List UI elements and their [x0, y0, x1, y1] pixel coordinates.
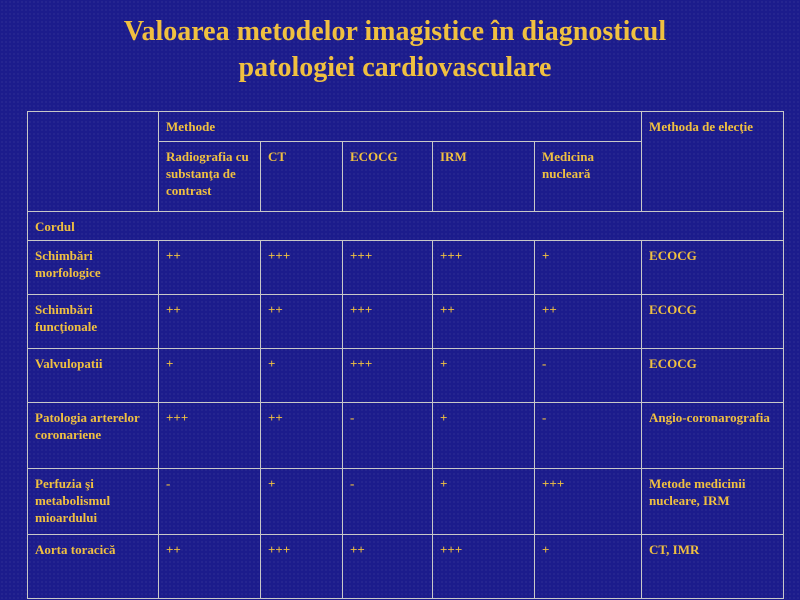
- rating-cell: +: [433, 349, 535, 403]
- rating-cell: -: [535, 403, 642, 469]
- row-label: Schimbări morfologice: [28, 241, 159, 295]
- row-label: Patologia arterelor coronariene: [28, 403, 159, 469]
- election-method-header: Methoda de elecţie: [642, 112, 784, 212]
- rating-cell: -: [343, 403, 433, 469]
- rating-cell: ++: [261, 295, 343, 349]
- election-cell: Angio-coronarografia: [642, 403, 784, 469]
- title-line-2: patologiei cardiovasculare: [238, 52, 552, 83]
- rating-cell: +++: [343, 349, 433, 403]
- rating-cell: ++: [159, 295, 261, 349]
- rating-cell: +++: [343, 241, 433, 295]
- section-label: Cordul: [28, 212, 784, 241]
- rating-cell: +++: [535, 469, 642, 535]
- title-line-1: Valoarea metodelor imagistice în diagnosticul: [123, 16, 667, 47]
- row-label: Schimbări funcţionale: [28, 295, 159, 349]
- table-row: [28, 469, 784, 535]
- table-row: [28, 349, 784, 403]
- table-row: [28, 241, 784, 295]
- rating-cell: +: [261, 469, 343, 535]
- row-label: Perfuzia şi metabolismul mioardului: [28, 469, 159, 535]
- rating-cell: ++: [159, 241, 261, 295]
- election-cell: ECOCG: [642, 349, 784, 403]
- rating-cell: +++: [343, 295, 433, 349]
- method-header-ct: CT: [261, 142, 343, 212]
- corner-cell: [28, 112, 159, 212]
- header-row-group: [28, 112, 784, 142]
- method-header-irm: IRM: [433, 142, 535, 212]
- table-row: [28, 403, 784, 469]
- election-cell: Metode medicinii nucleare, IRM: [642, 469, 784, 535]
- rating-cell: ++: [261, 403, 343, 469]
- method-header-nuclear: Medicina nucleară: [535, 142, 642, 212]
- rating-cell: -: [159, 469, 261, 535]
- method-header-radiography: Radiografia cu substanţa de contrast: [159, 142, 261, 212]
- rating-cell: ++: [535, 295, 642, 349]
- rating-cell: +: [159, 349, 261, 403]
- rating-cell: +: [535, 535, 642, 599]
- rating-cell: +: [433, 469, 535, 535]
- methods-group-header: Methode: [159, 112, 642, 142]
- rating-cell: +++: [433, 241, 535, 295]
- rating-cell: +++: [159, 403, 261, 469]
- rating-cell: ++: [433, 295, 535, 349]
- rating-cell: -: [343, 469, 433, 535]
- rating-cell: +++: [261, 241, 343, 295]
- rating-cell: +: [535, 241, 642, 295]
- imaging-methods-table: [27, 111, 784, 599]
- rating-cell: +++: [433, 535, 535, 599]
- election-cell: ECOCG: [642, 241, 784, 295]
- table-row: [28, 535, 784, 599]
- slide-title: [0, 14, 790, 86]
- election-cell: CT, IMR: [642, 535, 784, 599]
- rating-cell: +: [261, 349, 343, 403]
- row-label: Aorta toracică: [28, 535, 159, 599]
- method-header-ecocg: ECOCG: [343, 142, 433, 212]
- row-label: Valvulopatii: [28, 349, 159, 403]
- election-cell: ECOCG: [642, 295, 784, 349]
- rating-cell: +: [433, 403, 535, 469]
- rating-cell: ++: [343, 535, 433, 599]
- rating-cell: ++: [159, 535, 261, 599]
- section-row: [28, 212, 784, 241]
- rating-cell: -: [535, 349, 642, 403]
- table-row: [28, 295, 784, 349]
- rating-cell: +++: [261, 535, 343, 599]
